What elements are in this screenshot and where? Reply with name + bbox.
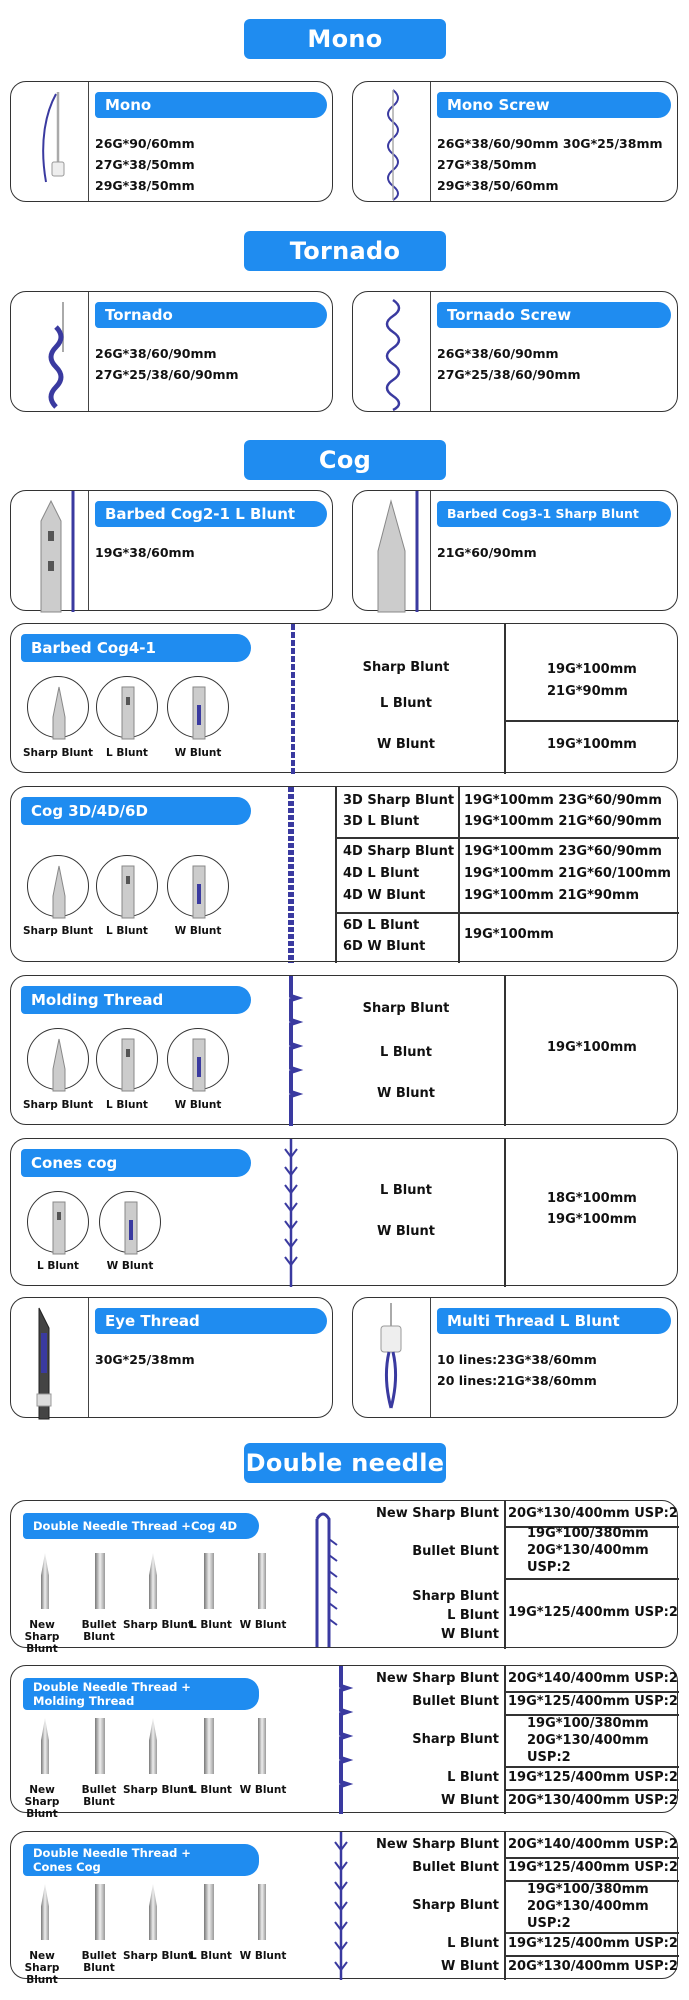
cog-type-label: 4D L Blunt <box>343 866 420 881</box>
needle-tip-label: W Blunt <box>174 925 222 937</box>
needle-tip-l-blunt <box>27 1191 89 1253</box>
needle-tip-label: New Sharp Blunt <box>24 1950 60 1986</box>
product-card-eye <box>10 1297 333 1418</box>
product-title-multi: Multi Thread L Blunt <box>437 1308 671 1334</box>
product-image-multi <box>353 1298 431 1417</box>
needle-tip-icon <box>11 491 89 612</box>
product-image-mono-screw <box>353 82 431 201</box>
divider <box>504 624 506 774</box>
needle-image <box>149 1884 157 1940</box>
needle-spec-value: 19G*125/400mm USP:2 <box>508 1694 678 1709</box>
needle-image <box>95 1718 105 1774</box>
needle-tip-label: Sharp Blunt <box>123 1950 194 1962</box>
needle-tip-w-blunt <box>167 676 229 738</box>
spec-line: 26G*38/60/90mm <box>95 346 217 361</box>
needle-type-label: New Sharp Blunt <box>376 1837 499 1852</box>
product-title-dn1: Double Needle Thread +Cog 4D <box>23 1513 259 1539</box>
product-title-tornado-screw: Tornado Screw <box>437 302 671 328</box>
divider <box>458 787 460 963</box>
cog-spec-value: 19G*100mm 21G*60/100mm <box>464 866 671 881</box>
cog-type-label: 3D Sharp Blunt <box>343 793 455 808</box>
thread-icon <box>281 1139 301 1287</box>
product-card-tornado-screw <box>352 291 678 412</box>
product-card-mono <box>10 81 333 202</box>
needle-spec-value: 19G*100/380mm 20G*130/400mm USP:2 <box>527 1882 649 1931</box>
tornado-screw-icon <box>353 292 431 413</box>
section-title-double: Double needle <box>244 1443 446 1483</box>
cog-spec-value: 19G*100mm 21G*60/90mm <box>464 814 662 829</box>
thread-icon <box>283 787 299 963</box>
spec-line: 29G*38/50/60mm <box>437 178 559 193</box>
product-card-dn1 <box>10 1500 678 1655</box>
cog-spec-value: 19G*100mm 23G*60/90mm <box>464 844 662 859</box>
divider <box>504 1932 679 1934</box>
needle-tip-l-blunt <box>96 1028 158 1090</box>
needle-type-label: New Sharp Blunt <box>376 1671 499 1686</box>
product-image-tornado-screw <box>353 292 431 411</box>
divider <box>504 976 506 1126</box>
needle-spec-value: 19G*125/400mm USP:2 <box>508 1605 678 1620</box>
divider <box>504 1501 506 1649</box>
needle-type-label: Bullet Blunt <box>412 1544 499 1559</box>
needle-spec-value: 20G*130/400mm USP:2 <box>508 1793 678 1808</box>
needle-tip-sharp-blunt <box>27 676 89 738</box>
needle-type-label: Sharp Blunt <box>412 1898 499 1913</box>
cog-spec-value: 18G*100mm <box>547 1191 637 1206</box>
product-title-cog4: Barbed Cog4-1 <box>21 634 251 662</box>
multi-thread-icon <box>353 1298 431 1419</box>
spec-line: 19G*38/60mm <box>95 545 195 560</box>
divider <box>335 787 337 963</box>
tornado-thread-icon <box>11 292 89 413</box>
product-card-cog3d <box>10 786 678 962</box>
product-title-mono: Mono <box>95 92 327 118</box>
needle-type-label: New Sharp Blunt <box>376 1506 499 1521</box>
needle-tip-label: W Blunt <box>239 1784 287 1796</box>
needle-spec-value: 20G*140/400mm USP:2 <box>508 1671 678 1686</box>
product-title-molding: Molding Thread <box>21 986 251 1014</box>
needle-spec-value: 20G*140/400mm USP:2 <box>508 1837 678 1852</box>
section-title-tornado: Tornado <box>244 231 446 271</box>
product-title-eye: Eye Thread <box>95 1308 327 1334</box>
needle-tip-label: L Blunt <box>37 1260 79 1272</box>
cog-spec-value: 19G*100mm <box>547 737 637 752</box>
section-title-mono: Mono <box>244 19 446 59</box>
cog-type-label: Sharp Blunt L Blunt <box>362 660 450 711</box>
divider <box>504 1578 679 1580</box>
needle-type-label: W Blunt <box>441 1959 499 1974</box>
spec-line: 26G*90/60mm <box>95 136 195 151</box>
needle-image <box>258 1718 266 1774</box>
product-title-cog3d: Cog 3D/4D/6D <box>21 797 251 825</box>
needle-image <box>258 1884 266 1940</box>
divider <box>504 1691 679 1693</box>
product-image-mono <box>11 82 89 201</box>
spec-line: 26G*38/60/90mm <box>437 346 559 361</box>
thread-icon <box>289 624 297 774</box>
product-title-cog3: Barbed Cog3-1 Sharp Blunt <box>437 501 671 527</box>
needle-image <box>204 1718 214 1774</box>
needle-tip-l-blunt <box>96 676 158 738</box>
needle-tip-label: New Sharp Blunt <box>24 1784 60 1820</box>
needle-tip-label: W Blunt <box>174 747 222 759</box>
needle-type-label: L Blunt <box>447 1936 499 1951</box>
needle-tip-label: L Blunt <box>190 1950 232 1962</box>
cog-type-label: W Blunt <box>377 1086 435 1101</box>
cog-type-label: 4D W Blunt <box>343 888 426 903</box>
needle-spec-value: 19G*100/380mm 20G*130/400mm USP:2 <box>527 1526 649 1575</box>
cog-type-label: L Blunt <box>380 1045 432 1060</box>
needle-tip-label: L Blunt <box>106 925 148 937</box>
divider <box>335 837 679 839</box>
spec-line: 21G*60/90mm <box>437 545 537 560</box>
product-card-cog3 <box>352 490 678 611</box>
needle-tip-icon <box>353 491 431 612</box>
product-image-eye <box>11 1298 89 1417</box>
needle-tip-label: L Blunt <box>190 1619 232 1631</box>
product-title-dn2: Double Needle Thread + Molding Thread <box>23 1678 259 1710</box>
spec-line: 20 lines:21G*38/60mm <box>437 1373 597 1388</box>
divider <box>335 912 679 914</box>
product-card-cog4 <box>10 623 678 773</box>
product-card-molding <box>10 975 678 1125</box>
product-card-dn2 <box>10 1665 678 1820</box>
spec-line: 27G*38/50mm <box>95 157 195 172</box>
needle-type-label: Sharp Blunt L Blunt W Blunt <box>412 1589 499 1642</box>
needle-tip-label: L Blunt <box>190 1784 232 1796</box>
cog-spec-value: 19G*100mm <box>547 1040 637 1055</box>
product-title-dn3: Double Needle Thread + Cones Cog <box>23 1844 259 1876</box>
needle-tip-label: L Blunt <box>106 747 148 759</box>
spec-line: 26G*38/60/90mm 30G*25/38mm <box>437 136 663 151</box>
needle-type-label: Sharp Blunt <box>412 1732 499 1747</box>
cog-type-label: 4D Sharp Blunt <box>343 844 455 859</box>
needle-spec-value: 19G*125/400mm USP:2 <box>508 1936 678 1951</box>
needle-tip-label: L Blunt <box>106 1099 148 1111</box>
product-image-cog3 <box>353 491 431 610</box>
needle-tip-label: Bullet Blunt <box>81 1784 117 1808</box>
needle-type-label: Bullet Blunt <box>412 1694 499 1709</box>
needle-image <box>149 1553 157 1609</box>
needle-tip-label: Sharp Blunt <box>123 1784 194 1796</box>
product-title-cog2: Barbed Cog2-1 L Blunt <box>95 501 327 527</box>
needle-spec-value: 20G*130/400mm USP:2 <box>508 1506 678 1521</box>
divider <box>504 1857 679 1859</box>
mono-thread-icon <box>11 82 89 203</box>
screw-thread-icon <box>353 82 431 203</box>
divider <box>504 1955 679 1957</box>
cog-type-label: 6D L Blunt <box>343 918 420 933</box>
product-card-multi <box>352 1297 678 1418</box>
needle-tip-icon <box>11 1298 89 1419</box>
cog-spec-value: 19G*100mm 21G*90mm <box>547 662 637 699</box>
needle-image <box>95 1884 105 1940</box>
divider <box>504 1789 679 1791</box>
needle-tip-w-blunt <box>99 1191 161 1253</box>
cog-type-label: 3D L Blunt <box>343 814 420 829</box>
needle-tip-label: Sharp Blunt <box>22 1099 94 1111</box>
thread-icon <box>283 976 303 1126</box>
needle-tip-l-blunt <box>96 855 158 917</box>
needle-tip-label: W Blunt <box>239 1950 287 1962</box>
needle-spec-value: 19G*125/400mm USP:2 <box>508 1770 678 1785</box>
product-title-mono-screw: Mono Screw <box>437 92 671 118</box>
needle-image <box>41 1884 49 1940</box>
product-card-tornado <box>10 291 333 412</box>
needle-type-label: L Blunt <box>447 1770 499 1785</box>
cog-type-label: L Blunt <box>380 1183 432 1198</box>
needle-type-label: Bullet Blunt <box>412 1860 499 1875</box>
needle-spec-value: 19G*125/400mm USP:2 <box>508 1860 678 1875</box>
product-card-dn3 <box>10 1831 678 1986</box>
needle-image <box>95 1553 105 1609</box>
cog-spec-value: 19G*100mm 21G*90mm <box>464 888 640 903</box>
needle-tip-sharp-blunt <box>27 855 89 917</box>
needle-tip-label: W Blunt <box>106 1260 154 1272</box>
needle-image <box>41 1553 49 1609</box>
cog-type-label: W Blunt <box>377 737 435 752</box>
divider <box>504 1766 679 1768</box>
cog-type-label: W Blunt <box>377 1224 435 1239</box>
needle-tip-w-blunt <box>167 855 229 917</box>
divider <box>504 1832 506 1980</box>
needle-tip-label: W Blunt <box>239 1619 287 1631</box>
needle-spec-value: 20G*130/400mm USP:2 <box>508 1959 678 1974</box>
cog-spec-value: 19G*100mm 23G*60/90mm <box>464 793 662 808</box>
needle-tip-label: Bullet Blunt <box>81 1619 117 1643</box>
needle-tip-label: New Sharp Blunt <box>24 1619 60 1655</box>
needle-image <box>41 1718 49 1774</box>
needle-tip-w-blunt <box>167 1028 229 1090</box>
needle-tip-label: W Blunt <box>174 1099 222 1111</box>
spec-line: 29G*38/50mm <box>95 178 195 193</box>
cog-spec-value: 19G*100mm <box>464 927 554 942</box>
spec-line: 27G*38/50mm <box>437 157 537 172</box>
product-title-tornado: Tornado <box>95 302 327 328</box>
needle-tip-label: Sharp Blunt <box>22 925 94 937</box>
needle-type-label: W Blunt <box>441 1793 499 1808</box>
needle-image <box>149 1718 157 1774</box>
needle-tip-sharp-blunt <box>27 1028 89 1090</box>
cog-spec-value: 19G*100mm <box>547 1212 637 1227</box>
needle-tip-label: Sharp Blunt <box>22 747 94 759</box>
product-title-cones: Cones cog <box>21 1149 251 1177</box>
divider <box>504 720 679 722</box>
spec-line: 27G*25/38/60/90mm <box>437 367 581 382</box>
product-card-mono-screw <box>352 81 678 202</box>
divider <box>504 1666 506 1814</box>
needle-tip-label: Sharp Blunt <box>123 1619 194 1631</box>
needle-spec-value: 19G*100/380mm 20G*130/400mm USP:2 <box>527 1716 649 1765</box>
needle-image <box>204 1553 214 1609</box>
spec-line: 27G*25/38/60/90mm <box>95 367 239 382</box>
product-card-cones <box>10 1138 678 1286</box>
divider <box>504 1139 506 1287</box>
product-image-tornado <box>11 292 89 411</box>
needle-image <box>204 1884 214 1940</box>
cog-type-label: Sharp Blunt <box>362 1001 450 1016</box>
spec-line: 30G*25/38mm <box>95 1352 195 1367</box>
product-card-cog2 <box>10 490 333 611</box>
needle-tip-label: Bullet Blunt <box>81 1950 117 1974</box>
spec-line: 10 lines:23G*38/60mm <box>437 1352 597 1367</box>
product-image-cog2 <box>11 491 89 610</box>
cog-type-label: 6D W Blunt <box>343 939 426 954</box>
section-title-cog: Cog <box>244 440 446 480</box>
needle-image <box>258 1553 266 1609</box>
